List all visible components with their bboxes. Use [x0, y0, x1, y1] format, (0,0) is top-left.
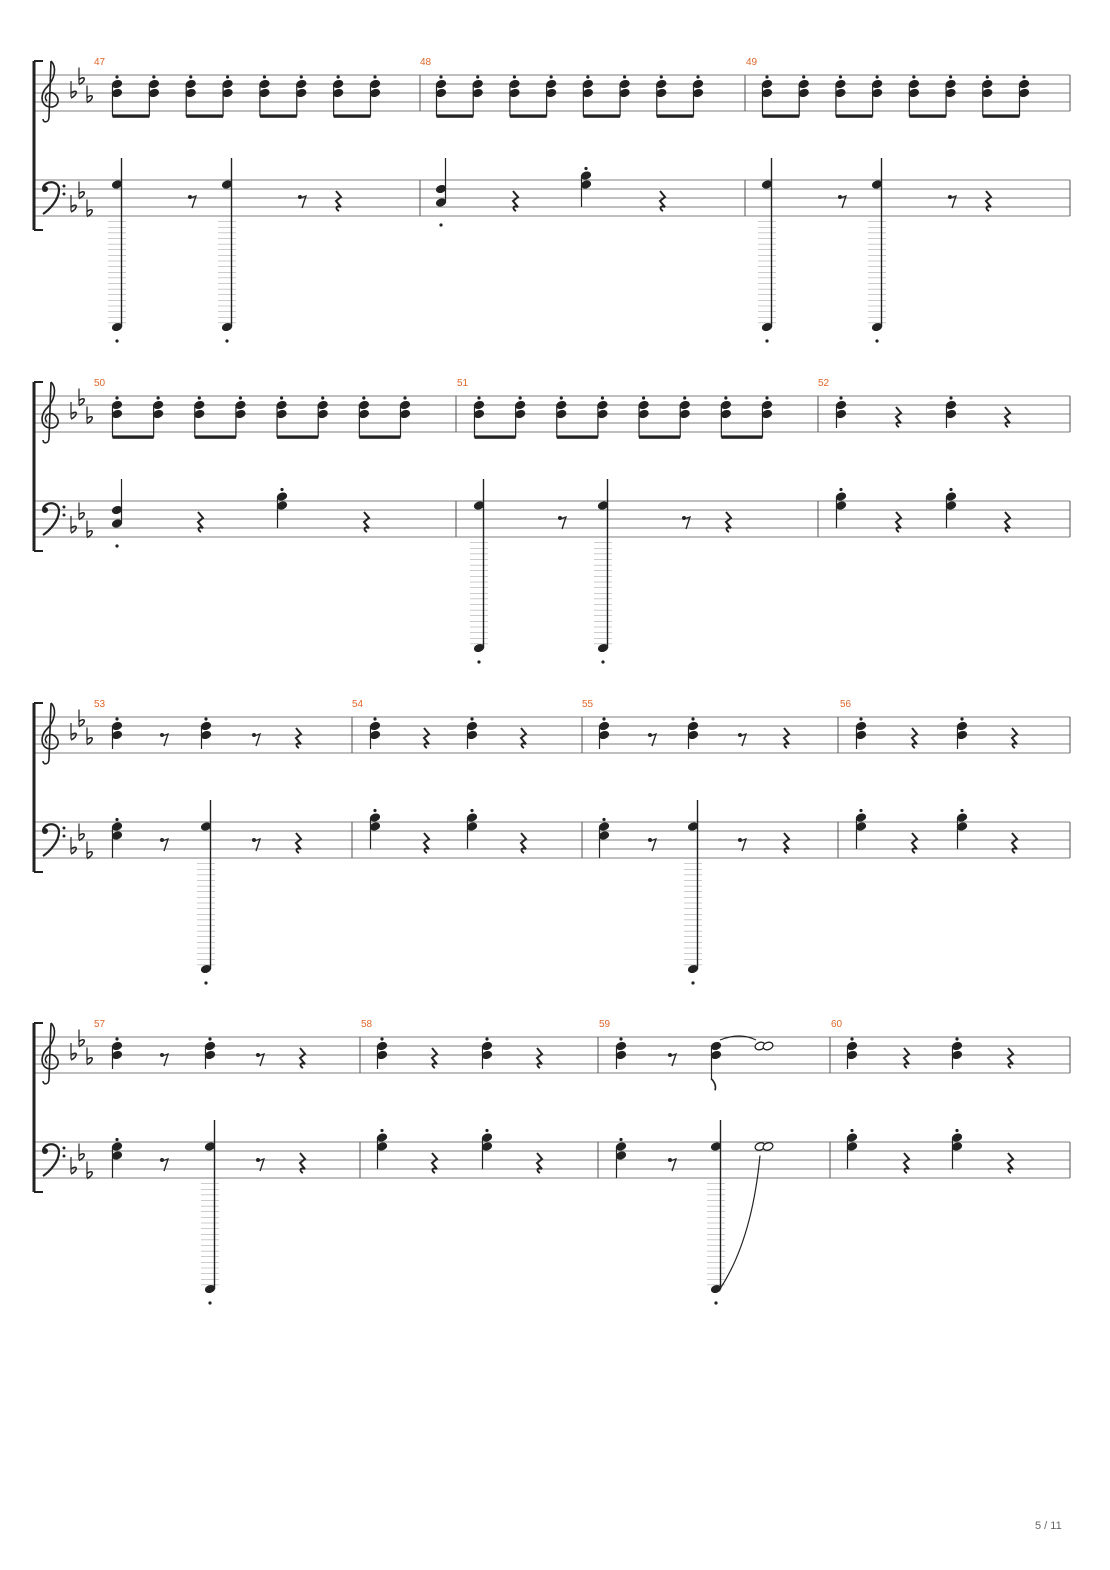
quarter-rest-icon	[1005, 512, 1010, 532]
staccato-dot	[225, 339, 228, 342]
flat-icon	[71, 723, 76, 740]
staccato-dot	[839, 488, 842, 491]
staccato-dot	[912, 75, 915, 78]
flat-bowl	[71, 1167, 76, 1174]
flat-bowl	[87, 852, 92, 859]
bass-clef-dot	[63, 1147, 66, 1150]
quarter-rest-icon	[912, 833, 917, 853]
flat-icon	[87, 407, 92, 424]
measure-number: 54	[352, 699, 364, 710]
flat-bowl	[87, 210, 92, 217]
quarter-rest-icon	[784, 833, 789, 853]
staccato-dot	[691, 717, 694, 720]
staccato-dot	[189, 75, 192, 78]
beam	[113, 114, 150, 117]
beam	[657, 114, 694, 117]
page-number: 5 / 11	[1035, 1520, 1062, 1532]
quarter-rest-icon	[521, 728, 526, 748]
flat-bowl	[87, 1172, 92, 1179]
staccato-dot	[602, 717, 605, 720]
staccato-dot	[683, 396, 686, 399]
quarter-rest-icon	[904, 1153, 909, 1173]
beam	[763, 114, 800, 117]
measure-number: 53	[94, 699, 106, 710]
flat-icon	[71, 837, 76, 854]
flat-icon	[87, 1162, 92, 1179]
flat-icon	[71, 1157, 76, 1174]
staccato-dot	[660, 75, 663, 78]
staccato-dot	[765, 75, 768, 78]
staccato-dot	[208, 1301, 211, 1304]
staccato-dot	[280, 396, 283, 399]
beam	[277, 435, 318, 438]
staccato-dot	[602, 818, 605, 821]
staccato-dot	[280, 488, 283, 491]
staccato-dot	[696, 75, 699, 78]
staccato-dot	[960, 809, 963, 812]
staccato-dot	[949, 396, 952, 399]
quarter-rest-icon	[300, 1048, 305, 1068]
staccato-dot	[560, 396, 563, 399]
flat-bowl	[79, 78, 84, 85]
staccato-dot	[115, 1138, 118, 1141]
bass-clef-dot	[63, 514, 66, 517]
flat-icon	[87, 521, 92, 538]
flat-bowl	[87, 1058, 92, 1065]
staccato-dot	[765, 396, 768, 399]
slur	[720, 1156, 760, 1290]
flat-bowl	[87, 417, 92, 424]
staccato-dot	[115, 717, 118, 720]
quarter-rest-icon	[336, 191, 341, 211]
treble-clef-icon	[42, 703, 58, 764]
beam	[186, 114, 223, 117]
bass-clef-dot	[63, 835, 66, 838]
quarter-rest-icon	[896, 407, 901, 427]
flat-icon	[79, 1144, 84, 1161]
flat-bowl	[71, 205, 76, 212]
staccato-dot	[373, 75, 376, 78]
beam	[583, 114, 620, 117]
staccato-dot	[619, 1037, 622, 1040]
staccato-dot	[1022, 75, 1025, 78]
quarter-rest-icon	[1012, 833, 1017, 853]
staccato-dot	[513, 75, 516, 78]
staccato-dot	[850, 1129, 853, 1132]
beam	[721, 435, 762, 438]
measure-number: 55	[582, 699, 594, 710]
bass-clef-dot	[42, 1148, 48, 1154]
treble-clef-icon	[42, 1023, 58, 1084]
quarter-rest-icon	[1012, 728, 1017, 748]
staccato-dot	[642, 396, 645, 399]
staccato-dot	[691, 981, 694, 984]
staccato-dot	[470, 809, 473, 812]
treble-clef-icon	[42, 382, 58, 443]
staccato-dot	[802, 75, 805, 78]
staccato-dot	[476, 75, 479, 78]
quarter-rest-icon	[912, 728, 917, 748]
treble-clef-path	[42, 61, 58, 122]
flat-bowl	[71, 1053, 76, 1060]
bass-clef-dot	[63, 506, 66, 509]
flat-bowl	[71, 847, 76, 854]
beam	[195, 435, 236, 438]
flat-icon	[87, 200, 92, 217]
staccato-dot	[986, 75, 989, 78]
flat-icon	[79, 824, 84, 841]
staccato-dot	[239, 396, 242, 399]
staccato-dot	[765, 339, 768, 342]
measure-number: 59	[599, 1019, 611, 1030]
beam	[334, 114, 371, 117]
flat-bowl	[79, 1040, 84, 1047]
staccato-dot	[960, 717, 963, 720]
beam	[557, 435, 598, 438]
quarter-rest-icon	[432, 1153, 437, 1173]
staccato-dot	[198, 396, 201, 399]
flat-bowl	[87, 96, 92, 103]
flat-bowl	[79, 513, 84, 520]
staccato-dot	[263, 75, 266, 78]
staccato-dot	[115, 544, 118, 547]
bass-clef-dot	[63, 1155, 66, 1158]
flat-bowl	[79, 1154, 84, 1161]
staccato-dot	[373, 717, 376, 720]
bass-clef-dot	[63, 185, 66, 188]
flat-bowl	[71, 412, 76, 419]
flat-icon	[71, 195, 76, 212]
staccato-dot	[362, 396, 365, 399]
staccato-dot	[859, 809, 862, 812]
quarter-rest-icon	[986, 191, 991, 211]
quarter-rest-icon	[364, 512, 369, 532]
bass-clef-dot	[42, 186, 48, 192]
measure-number: 60	[831, 1019, 843, 1030]
staccato-dot	[439, 75, 442, 78]
flat-icon	[87, 842, 92, 859]
treble-clef-path	[42, 1023, 58, 1084]
flat-bowl	[79, 720, 84, 727]
quarter-rest-icon	[198, 512, 203, 532]
flat-icon	[87, 86, 92, 103]
quarter-rest-icon	[300, 1153, 305, 1173]
measure-number: 58	[361, 1019, 373, 1030]
staccato-dot	[337, 75, 340, 78]
staccato-dot	[157, 396, 160, 399]
staccato-dot	[601, 396, 604, 399]
quarter-rest-icon	[896, 512, 901, 532]
staccato-dot	[949, 75, 952, 78]
beam	[983, 114, 1020, 117]
staccato-dot	[876, 75, 879, 78]
treble-clef-icon	[42, 61, 58, 122]
flat-icon	[79, 182, 84, 199]
staccato-dot	[724, 396, 727, 399]
staccato-dot	[623, 75, 626, 78]
flat-icon	[71, 402, 76, 419]
staccato-dot	[550, 75, 553, 78]
beam	[836, 114, 873, 117]
flat-bowl	[79, 192, 84, 199]
bass-clef-dot	[63, 193, 66, 196]
beam	[359, 435, 400, 438]
flat-icon	[79, 710, 84, 727]
measure-number: 48	[420, 57, 432, 68]
staccato-dot	[619, 1138, 622, 1141]
flat-icon	[79, 1030, 84, 1047]
staccato-dot	[152, 75, 155, 78]
flat-icon	[79, 68, 84, 85]
staccato-dot	[373, 809, 376, 812]
staccato-dot	[485, 1129, 488, 1132]
quarter-rest-icon	[660, 191, 665, 211]
measure-number: 47	[94, 57, 106, 68]
staccato-dot	[204, 717, 207, 720]
staccato-dot	[380, 1129, 383, 1132]
staccato-dot	[586, 75, 589, 78]
quarter-rest-icon	[424, 728, 429, 748]
staccato-dot	[115, 1037, 118, 1040]
flat-bowl	[87, 531, 92, 538]
flat-bowl	[71, 733, 76, 740]
flat-icon	[71, 1043, 76, 1060]
staccato-dot	[403, 396, 406, 399]
quarter-rest-icon	[537, 1048, 542, 1068]
eighth-flag	[711, 1078, 716, 1090]
beam	[639, 435, 680, 438]
staccato-dot	[584, 167, 587, 170]
measure-number: 52	[818, 378, 830, 389]
flat-icon	[87, 1048, 92, 1065]
staccato-dot	[955, 1037, 958, 1040]
quarter-rest-icon	[784, 728, 789, 748]
treble-clef-path	[42, 382, 58, 443]
quarter-rest-icon	[1008, 1153, 1013, 1173]
flat-bowl	[87, 738, 92, 745]
beam	[113, 435, 154, 438]
flat-bowl	[71, 91, 76, 98]
quarter-rest-icon	[513, 191, 518, 211]
staccato-dot	[714, 1301, 717, 1304]
staccato-dot	[226, 75, 229, 78]
quarter-rest-icon	[432, 1048, 437, 1068]
flat-icon	[71, 516, 76, 533]
beam	[510, 114, 547, 117]
staccato-dot	[204, 981, 207, 984]
bass-clef-dot	[63, 827, 66, 830]
flat-icon	[79, 389, 84, 406]
quarter-rest-icon	[424, 833, 429, 853]
bass-clef-dot	[42, 828, 48, 834]
quarter-rest-icon	[521, 833, 526, 853]
staccato-dot	[601, 660, 604, 663]
flat-bowl	[79, 399, 84, 406]
staccato-dot	[439, 223, 442, 226]
staccato-dot	[875, 339, 878, 342]
staccato-dot	[850, 1037, 853, 1040]
staccato-dot	[477, 396, 480, 399]
quarter-rest-icon	[296, 728, 301, 748]
quarter-rest-icon	[537, 1153, 542, 1173]
staccato-dot	[485, 1037, 488, 1040]
measure-number: 57	[94, 1019, 106, 1030]
staccato-dot	[115, 818, 118, 821]
flat-icon	[79, 503, 84, 520]
staccato-dot	[839, 75, 842, 78]
beam	[260, 114, 297, 117]
flat-bowl	[79, 834, 84, 841]
staccato-dot	[208, 1037, 211, 1040]
measure-number: 50	[94, 378, 106, 389]
flat-icon	[87, 728, 92, 745]
staccato-dot	[115, 75, 118, 78]
staccato-dot	[321, 396, 324, 399]
staccato-dot	[380, 1037, 383, 1040]
staccato-dot	[477, 660, 480, 663]
staccato-dot	[955, 1129, 958, 1132]
staccato-dot	[949, 488, 952, 491]
quarter-rest-icon	[904, 1048, 909, 1068]
staccato-dot	[470, 717, 473, 720]
flat-icon	[71, 81, 76, 98]
quarter-rest-icon	[1005, 407, 1010, 427]
beam	[909, 114, 946, 117]
beam	[437, 114, 474, 117]
bass-clef-dot	[42, 507, 48, 513]
staccato-dot	[115, 339, 118, 342]
treble-clef-path	[42, 703, 58, 764]
staccato-dot	[859, 717, 862, 720]
staccato-dot	[519, 396, 522, 399]
measure-number: 49	[746, 57, 758, 68]
staccato-dot	[300, 75, 303, 78]
quarter-rest-icon	[296, 833, 301, 853]
measure-number: 51	[457, 378, 469, 389]
flat-bowl	[71, 526, 76, 533]
quarter-rest-icon	[1008, 1048, 1013, 1068]
measure-number: 56	[840, 699, 852, 710]
staccato-dot	[839, 396, 842, 399]
staccato-dot	[115, 396, 118, 399]
beam	[475, 435, 516, 438]
quarter-rest-icon	[726, 512, 731, 532]
